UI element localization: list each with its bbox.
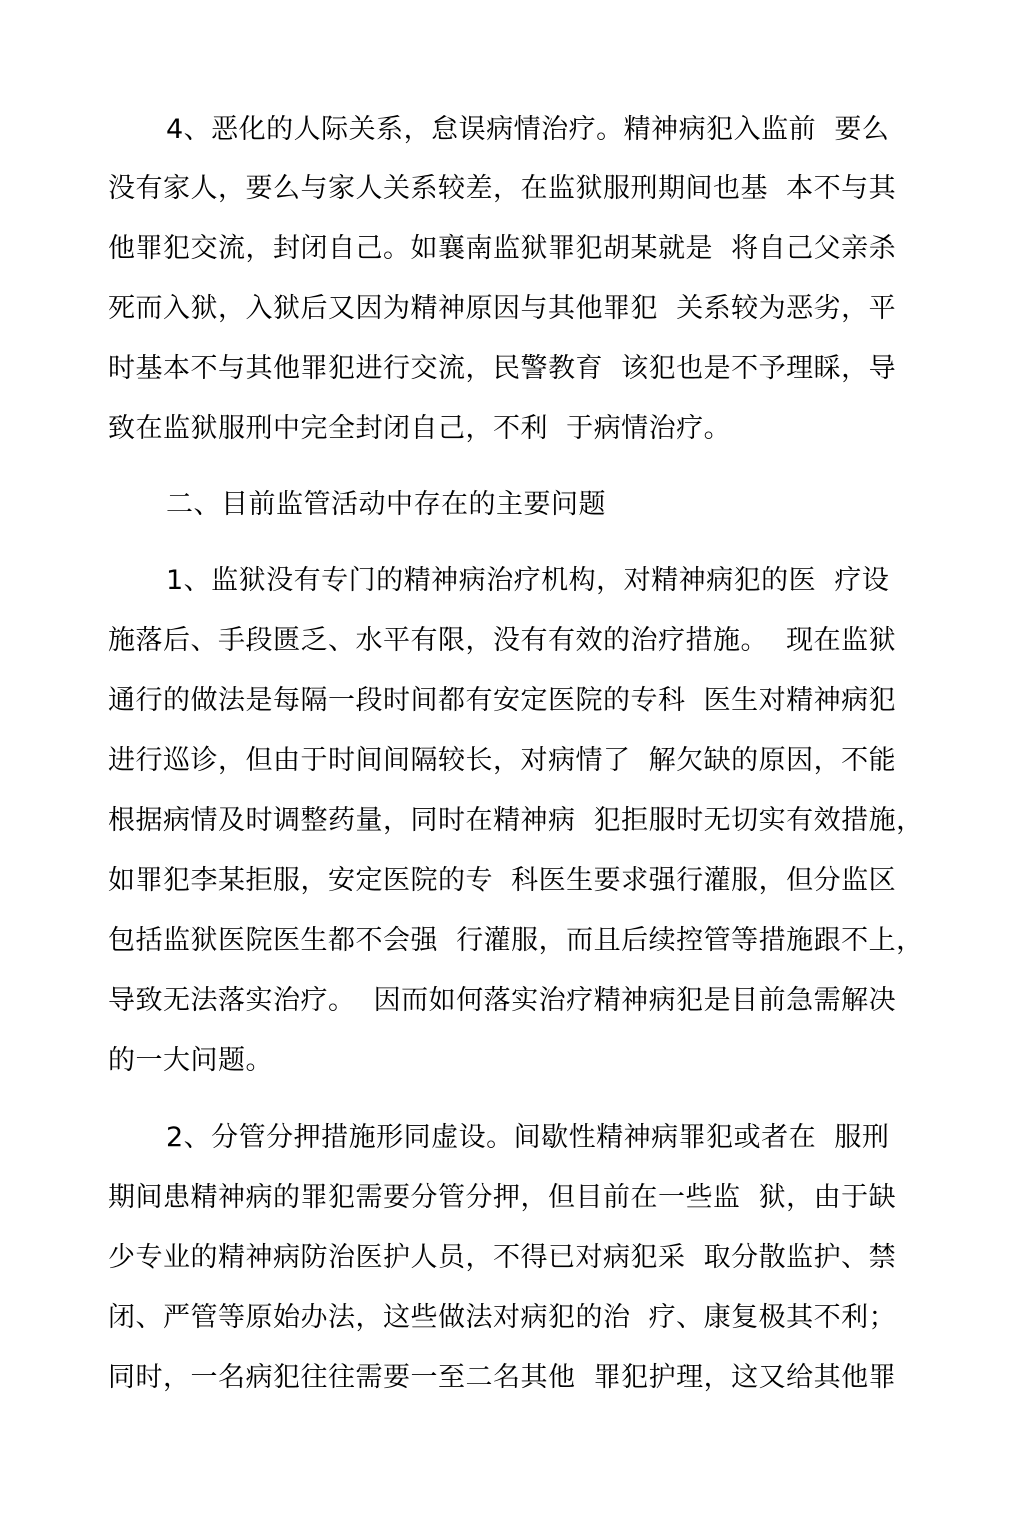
paragraph-1-line-6: 致在监狱服刑中完全封闭自己，不利 于病情治疗。 bbox=[108, 413, 732, 444]
paragraph-2-line-1: 1、监狱没有专门的精神病治疗机构，对精神病犯的医 疗设 bbox=[166, 565, 890, 596]
section-heading: 二、目前监管活动中存在的主要问题 bbox=[166, 489, 606, 520]
paragraph-2-line-4: 进行巡诊，但由于时间间隔较长，对病情了 解欠缺的原因，不能 bbox=[108, 745, 897, 776]
paragraph-2-line-5: 根据病情及时调整药量，同时在精神病 犯拒服时无切实有效措施， bbox=[108, 805, 924, 836]
paragraph-2-line-7: 包括监狱医院医生都不会强 行灌服，而且后续控管等措施跟不上， bbox=[108, 925, 924, 956]
paragraph-3-line-3: 少专业的精神病防治医护人员，不得已对病犯采 取分散监护、禁 bbox=[108, 1242, 897, 1273]
paragraph-3-line-5: 同时，一名病犯往往需要一至二名其他 罪犯护理，这又给其他罪 bbox=[108, 1362, 897, 1393]
paragraph-2-line-3: 通行的做法是每隔一段时间都有安定医院的专科 医生对精神病犯 bbox=[108, 685, 897, 716]
paragraph-3-line-2: 期间患精神病的罪犯需要分管分押，但目前在一些监 狱，由于缺 bbox=[108, 1182, 897, 1213]
paragraph-1-line-2: 没有家人，要么与家人关系较差，在监狱服刑期间也基 本不与其 bbox=[108, 173, 897, 204]
paragraph-3-line-1: 2、分管分押措施形同虚设。间歇性精神病罪犯或者在 服刑 bbox=[166, 1122, 890, 1153]
paragraph-2-line-2: 施落后、手段匮乏、水平有限，没有有效的治疗措施。 现在监狱 bbox=[108, 625, 897, 656]
paragraph-2-line-9: 的一大问题。 bbox=[108, 1045, 273, 1076]
paragraph-3-line-4: 闭、严管等原始办法，这些做法对病犯的治 疗、康复极其不利； bbox=[108, 1302, 897, 1333]
paragraph-2-line-6: 如罪犯李某拒服，安定医院的专 科医生要求强行灌服，但分监区 bbox=[108, 865, 897, 896]
paragraph-1-line-4: 死而入狱，入狱后又因为精神原因与其他罪犯 关系较为恶劣，平 bbox=[108, 293, 897, 324]
paragraph-1-line-3: 他罪犯交流，封闭自己。如襄南监狱罪犯胡某就是 将自己父亲杀 bbox=[108, 233, 897, 264]
paragraph-1-line-1: 4、恶化的人际关系，怠误病情治疗。精神病犯入监前 要么 bbox=[166, 114, 890, 145]
paragraph-1-line-5: 时基本不与其他罪犯进行交流，民警教育 该犯也是不予理睬，导 bbox=[108, 353, 897, 384]
paragraph-2-line-8: 导致无法落实治疗。 因而如何落实治疗精神病犯是目前急需解决 bbox=[108, 985, 897, 1016]
